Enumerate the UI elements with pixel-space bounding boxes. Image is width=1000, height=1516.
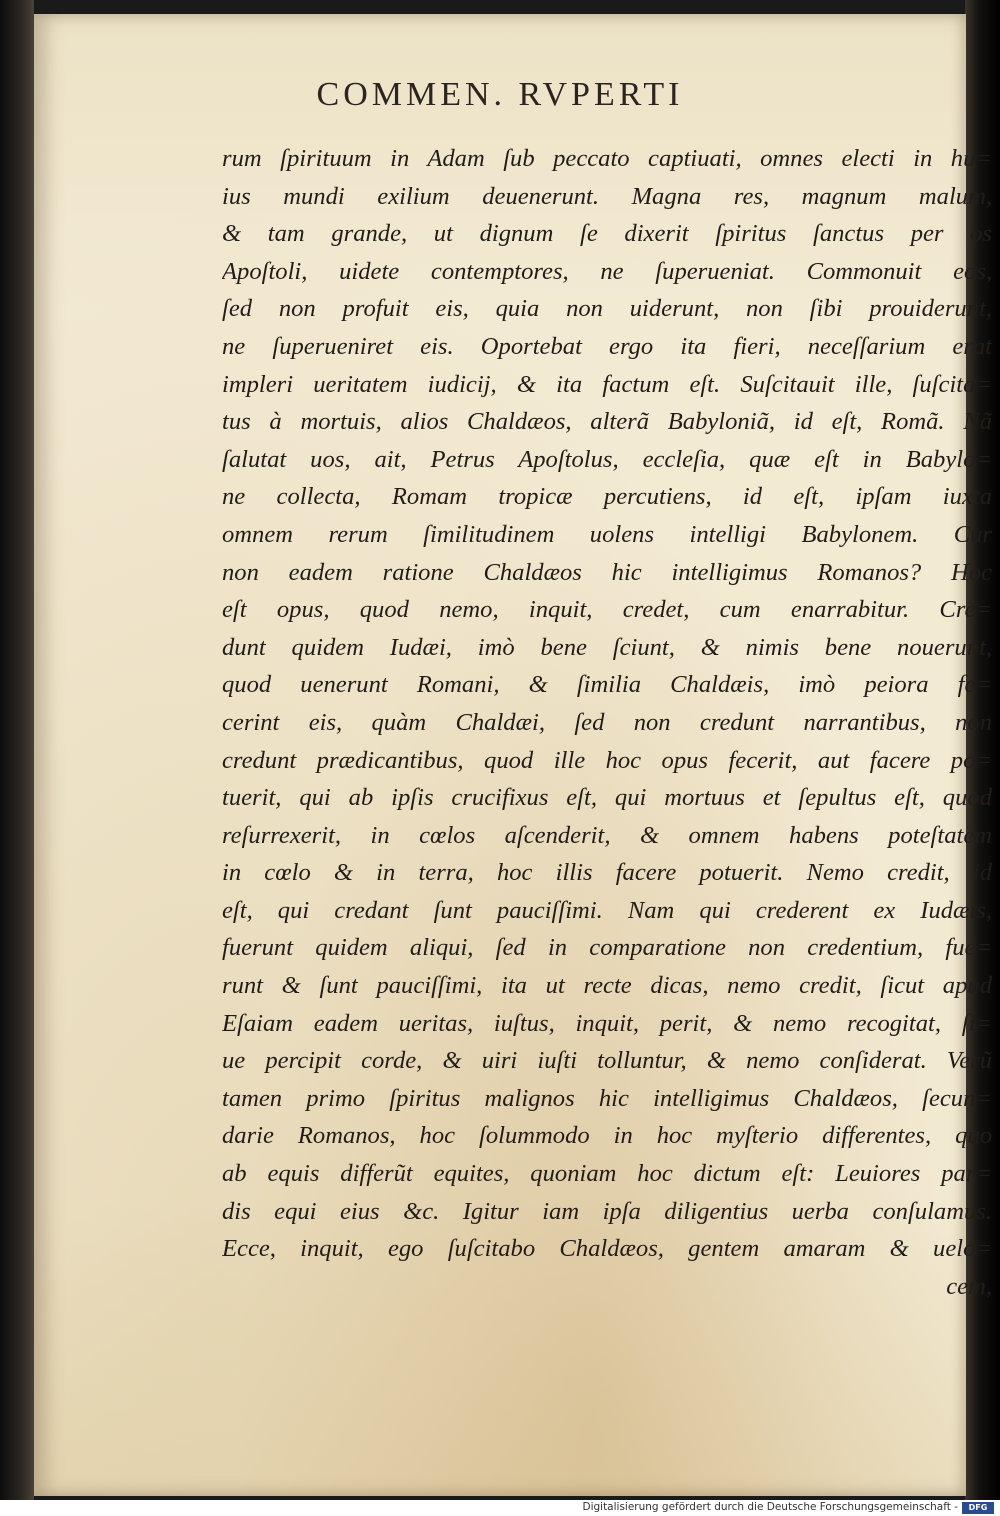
text-line: & tam grande, ut dignum ſe dixerit ſpiritus ſanctus per os [222,220,992,248]
text-line: impleri ueritatem iudicij, & ita factum eſt. Suſcitauit ille, ſuſcita= [222,370,992,398]
book-page [34,14,992,1496]
text-line: tus à mortuis, alios Chaldæos, alterã Babyloniã, id eſt, Romã. Nã [222,408,992,436]
text-line: ue percipit corde, & uiri iuſti tolluntur, & nemo conſiderat. Verũ [222,1047,992,1075]
text-line: ius mundi exilium deuenerunt. Magna res, magnum malum, [222,182,992,210]
text-line: credunt prædicantibus, quod ille hoc opus fecerit, aut facere po= [222,746,992,774]
dfg-logo: DFG [962,1502,994,1514]
text-line: ſed non profuit eis, quia non uiderunt, non ſibi prouiderunt, [222,295,992,323]
text-line: tamen primo ſpiritus malignos hic intelligimus Chaldæos, ſecun= [222,1084,992,1112]
funding-credit: Digitalisierung gefördert durch die Deutsche Forschungsgemeinschaft - [582,1501,958,1513]
running-head: COMMEN. RVPERTI [316,76,684,113]
text-line: runt & ſunt pauciſſimi, ita ut recte dicas, nemo credit, ſicut apud [222,972,992,1000]
text-line: fuerunt quidem aliqui, ſed in comparatione non credentium, fue= [222,934,992,962]
text-line: ab equis differũt equites, quoniam hoc dictum eſt: Leuiores par= [222,1160,992,1188]
text-line: dis equi eius &c. Igitur iam ipſa diligentius uerba conſulamus. [222,1197,992,1225]
text-line: omnem rerum ſimilitudinem uolens intelligi Babylonem. Cur [222,520,992,548]
text-line: eſt opus, quod nemo, inquit, credet, cum enarrabitur. Cre= [222,596,992,624]
text-line: dunt quidem Iudæi, imò bene ſciunt, & nimis bene nouerunt, [222,633,992,661]
text-line: rum ſpirituum in Adam ſub peccato captiuati, omnes electi in hu= [222,145,992,172]
text-line: quod uenerunt Romani, & ſimilia Chaldæis, imò peiora fe= [222,671,992,699]
body-text [222,140,992,1305]
text-line: tuerit, qui ab ipſis crucifixus eſt, qui mortuus et ſepultus eſt, quod [222,784,992,812]
text-line: reſurrexerit, in cœlos aſcenderit, & omnem habens poteſtatem [222,821,992,849]
text-line: in cœlo & in terra, hoc illis facere potuerit. Nemo credit, id [222,859,992,887]
book-gutter-shadow [0,0,34,1500]
digitization-footer [0,1500,1000,1516]
text-line: eſt, qui credant ſunt pauciſſimi. Nam qui crederent ex Iudæis, [222,896,992,924]
text-line: Apoſtoli, uidete contemptores, ne ſuperueniat. Commonuit eos, [222,257,992,285]
text-line: Eſaiam eadem ueritas, iuſtus, inquit, perit, & nemo recogitat, ſi= [222,1009,992,1037]
text-line: darie Romanos, hoc ſolummodo in hoc myſterio differentes, quo [222,1122,992,1150]
text-line: ſalutat uos, ait, Petrus Apoſtolus, eccleſia, quæ eſt in Babylo= [222,445,992,473]
text-line: cerint eis, quàm Chaldæi, ſed non credunt narrantibus, non [222,708,992,736]
text-line: non eadem ratione Chaldæos hic intelligimus Romanos? Hoc [222,558,992,586]
text-line: ne ſuperueniret eis. Oportebat ergo ita fieri, neceſſarium erat [222,332,992,360]
catchword: cem, [946,1272,992,1300]
text-line: Ecce, inquit, ego ſuſcitabo Chaldæos, gentem amaram & uelo= [222,1235,992,1263]
text-line: ne collecta, Romam tropicæ percutiens, id eſt, ipſam iuxta [222,483,992,511]
